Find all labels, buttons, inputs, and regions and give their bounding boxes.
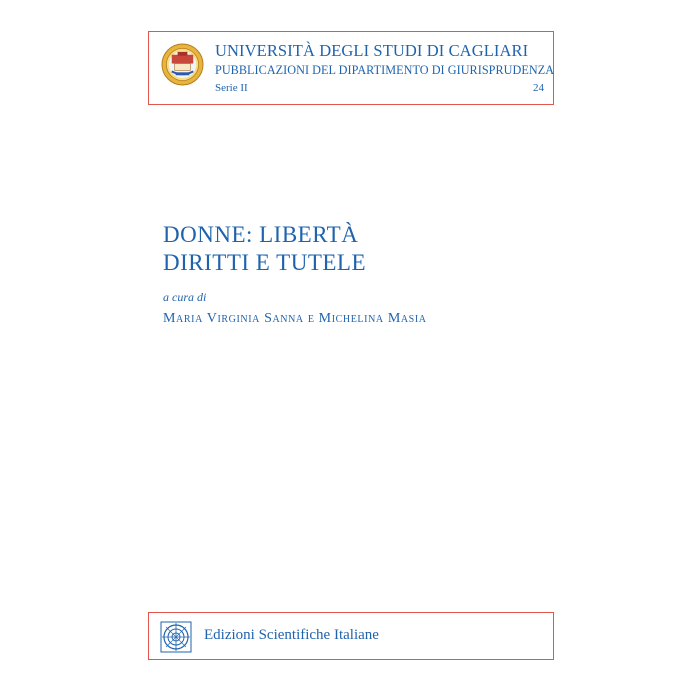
header-box — [148, 31, 554, 105]
university-name: UNIVERSITÀ DEGLI STUDI DI CAGLIARI — [215, 41, 529, 60]
footer-box — [148, 612, 554, 660]
series-label: Serie II — [215, 82, 248, 94]
editors-label: a cura di — [163, 290, 207, 304]
title-line-1: DONNE: LIBERTÀ — [163, 222, 359, 247]
department-name: PUBBLICAZIONI DEL DIPARTIMENTO DI GIURISPRUDENZA — [215, 63, 555, 77]
publisher-name: Edizioni Scientifiche Italiane — [204, 627, 379, 643]
editors-names: Maria Virginia Sanna e Michelina Masia — [163, 311, 427, 326]
title-line-2: DIRITTI E TUTELE — [163, 250, 367, 275]
publisher-logo-icon — [160, 621, 192, 653]
series-number: 24 — [533, 82, 544, 94]
book-title — [163, 221, 366, 277]
university-seal-icon — [161, 43, 204, 86]
